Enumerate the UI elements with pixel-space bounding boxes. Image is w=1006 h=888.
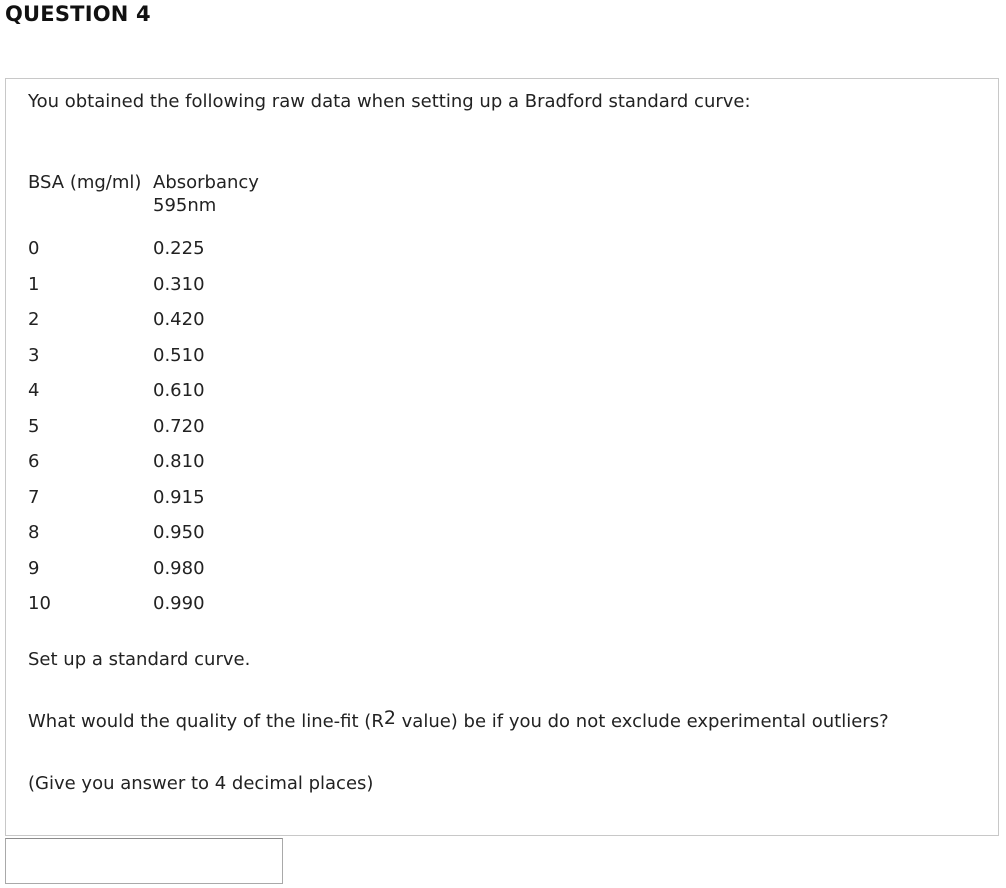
bsa-cell: 8 (28, 522, 40, 543)
absorbancy-cell: 0.990 (153, 593, 205, 614)
bsa-cell: 4 (28, 380, 40, 401)
bsa-cell: 3 (28, 344, 40, 366)
bsa-cell: 9 (28, 557, 40, 579)
absorbancy-cell: 0.810 (153, 451, 205, 472)
bsa-cell: 1 (28, 273, 40, 295)
table-row (28, 373, 259, 409)
table-row (28, 267, 259, 303)
absorbancy-cell: 0.610 (153, 380, 205, 401)
absorbancy-header-line2: 595nm (153, 195, 217, 216)
absorbancy-cell: 0.950 (153, 522, 205, 543)
absorbancy-header-line1: Absorbancy (153, 172, 259, 193)
r-squared-superscript: 2 (383, 707, 396, 729)
quality-question-before: What would the quality of the line-fit (R (28, 711, 384, 732)
absorbancy-cell: 0.225 (153, 238, 205, 259)
quality-question (28, 707, 889, 732)
absorbancy-cell: 0.915 (153, 486, 205, 508)
absorbancy-cell: 0.510 (153, 344, 205, 366)
bsa-column-header: BSA (mg/ml) (28, 172, 142, 193)
absorbancy-cell: 0.310 (153, 273, 205, 295)
table-row (28, 515, 259, 551)
table-body (28, 231, 259, 622)
table-row (28, 444, 259, 480)
bsa-cell: 2 (28, 309, 40, 330)
table-row (28, 586, 259, 622)
question-box (5, 78, 999, 836)
absorbancy-cell: 0.720 (153, 415, 205, 437)
bsa-cell: 10 (28, 593, 51, 614)
table-row (28, 231, 259, 267)
table-row (28, 338, 259, 374)
table-row (28, 302, 259, 338)
question-intro: You obtained the following raw data when setting up a Bradford standard curve: (28, 91, 751, 112)
bsa-cell: 0 (28, 238, 40, 259)
table-header-row (28, 171, 259, 231)
answer-instruction: (Give you answer to 4 decimal places) (28, 773, 374, 794)
question-title: QUESTION 4 (5, 2, 151, 26)
answer-input[interactable] (5, 838, 283, 884)
bsa-cell: 6 (28, 451, 40, 472)
bsa-cell: 5 (28, 415, 40, 437)
setup-instruction: Set up a standard curve. (28, 649, 251, 670)
table-row (28, 480, 259, 516)
absorbancy-cell: 0.980 (153, 557, 205, 579)
absorbancy-cell: 0.420 (153, 309, 205, 330)
quality-question-after: value) be if you do not exclude experimental outliers? (395, 711, 889, 732)
table-row (28, 409, 259, 445)
table-row (28, 551, 259, 587)
absorbancy-column-header (153, 171, 259, 231)
bsa-cell: 7 (28, 486, 40, 508)
data-table (28, 171, 259, 622)
